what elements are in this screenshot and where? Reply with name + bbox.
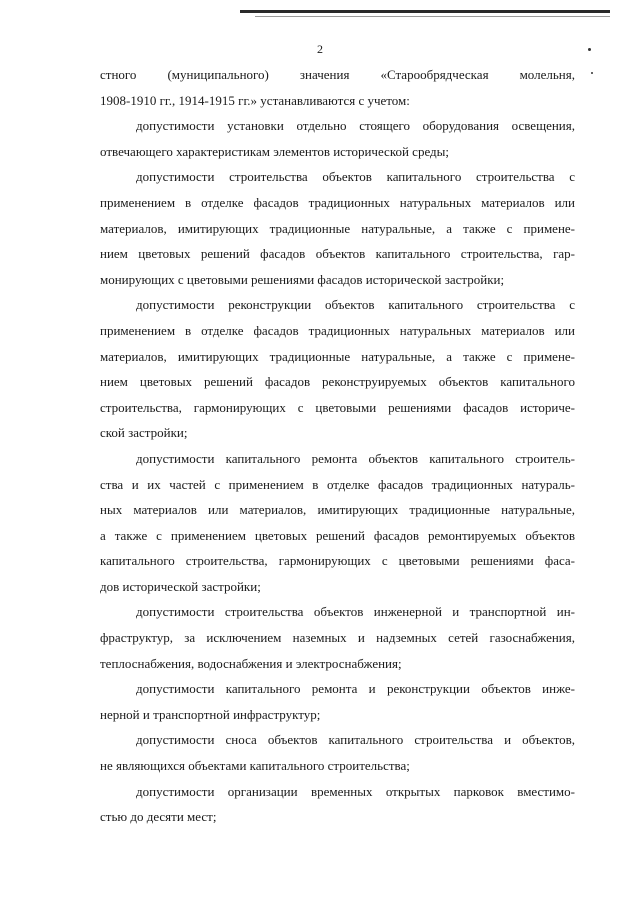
text-line: монирующих с цветовыми решениями фасадов исторической застройки; (100, 271, 505, 287)
text-line: теплоснабжения, водоснабжения и электроснабжения; (100, 655, 402, 671)
text-line: капитального строительства, гармонирующих с цветовыми решениями фаса- (100, 553, 575, 569)
text-line: а также с применением цветовых решений фасадов ремонтируемых объектов (100, 527, 575, 543)
scan-top-rule (240, 10, 610, 13)
text-line: не являющихся объектами капитального строительства; (100, 758, 410, 774)
text-line: дов исторической застройки; (100, 578, 261, 594)
text-line: применением в отделке фасадов традиционных натуральных материалов или (100, 322, 575, 338)
text-line: применением в отделке фасадов традиционных натуральных материалов или (100, 194, 575, 210)
text-line: допустимости капитального ремонта объектов капитального строитель- (136, 450, 575, 466)
text-line: 1908-1910 гг., 1914-1915 гг.» устанавливаются с учетом: (100, 92, 410, 108)
document-body (100, 62, 575, 830)
text-line: фраструктур, за исключением наземных и надземных сетей газоснабжения, (100, 630, 575, 646)
text-line: отвечающего характеристикам элементов исторической среды; (100, 143, 450, 159)
text-line: ской застройки; (100, 425, 188, 441)
text-line: нием цветовых решений фасадов реконструируемых объектов капитального (100, 374, 575, 390)
text-line: нием цветовых решений фасадов объектов капитального строительства, гар- (100, 246, 575, 262)
scan-top-rule-shadow (255, 16, 610, 17)
text-line: допустимости реконструкции объектов капитального строительства с (136, 297, 575, 313)
text-line: ных материалов или материалов, имитирующих традиционные натуральные, (100, 502, 575, 518)
text-line: допустимости строительства объектов капитального строительства с (136, 169, 575, 185)
text-line: допустимости капитального ремонта и реконструкции объектов инже- (136, 681, 575, 697)
text-line: ства и их частей с применением в отделке фасадов традиционных натураль- (100, 476, 575, 492)
text-line: стью до десяти мест; (100, 809, 217, 825)
text-line: допустимости установки отдельно стоящего оборудования освещения, (136, 118, 575, 134)
text-line: материалов, имитирующих традиционные натуральные, а также с примене- (100, 220, 575, 236)
text-line: стного (муниципального) значения «Старообрядческая молельня, (100, 67, 575, 82)
text-line: допустимости организации временных открытых парковок вместимо- (136, 783, 575, 799)
text-line: материалов, имитирующих традиционные натуральные, а также с примене- (100, 348, 575, 364)
page-number: 2 (317, 42, 323, 56)
text-line: допустимости сноса объектов капитального строительства и объектов, (136, 732, 575, 748)
text-line: допустимости строительства объектов инженерной и транспортной ин- (136, 604, 575, 620)
text-line: нерной и транспортной инфраструктур; (100, 706, 321, 722)
text-line: строительства, гармонирующих с цветовыми решениями фасадов историче- (100, 399, 575, 415)
scan-speck (591, 72, 593, 74)
